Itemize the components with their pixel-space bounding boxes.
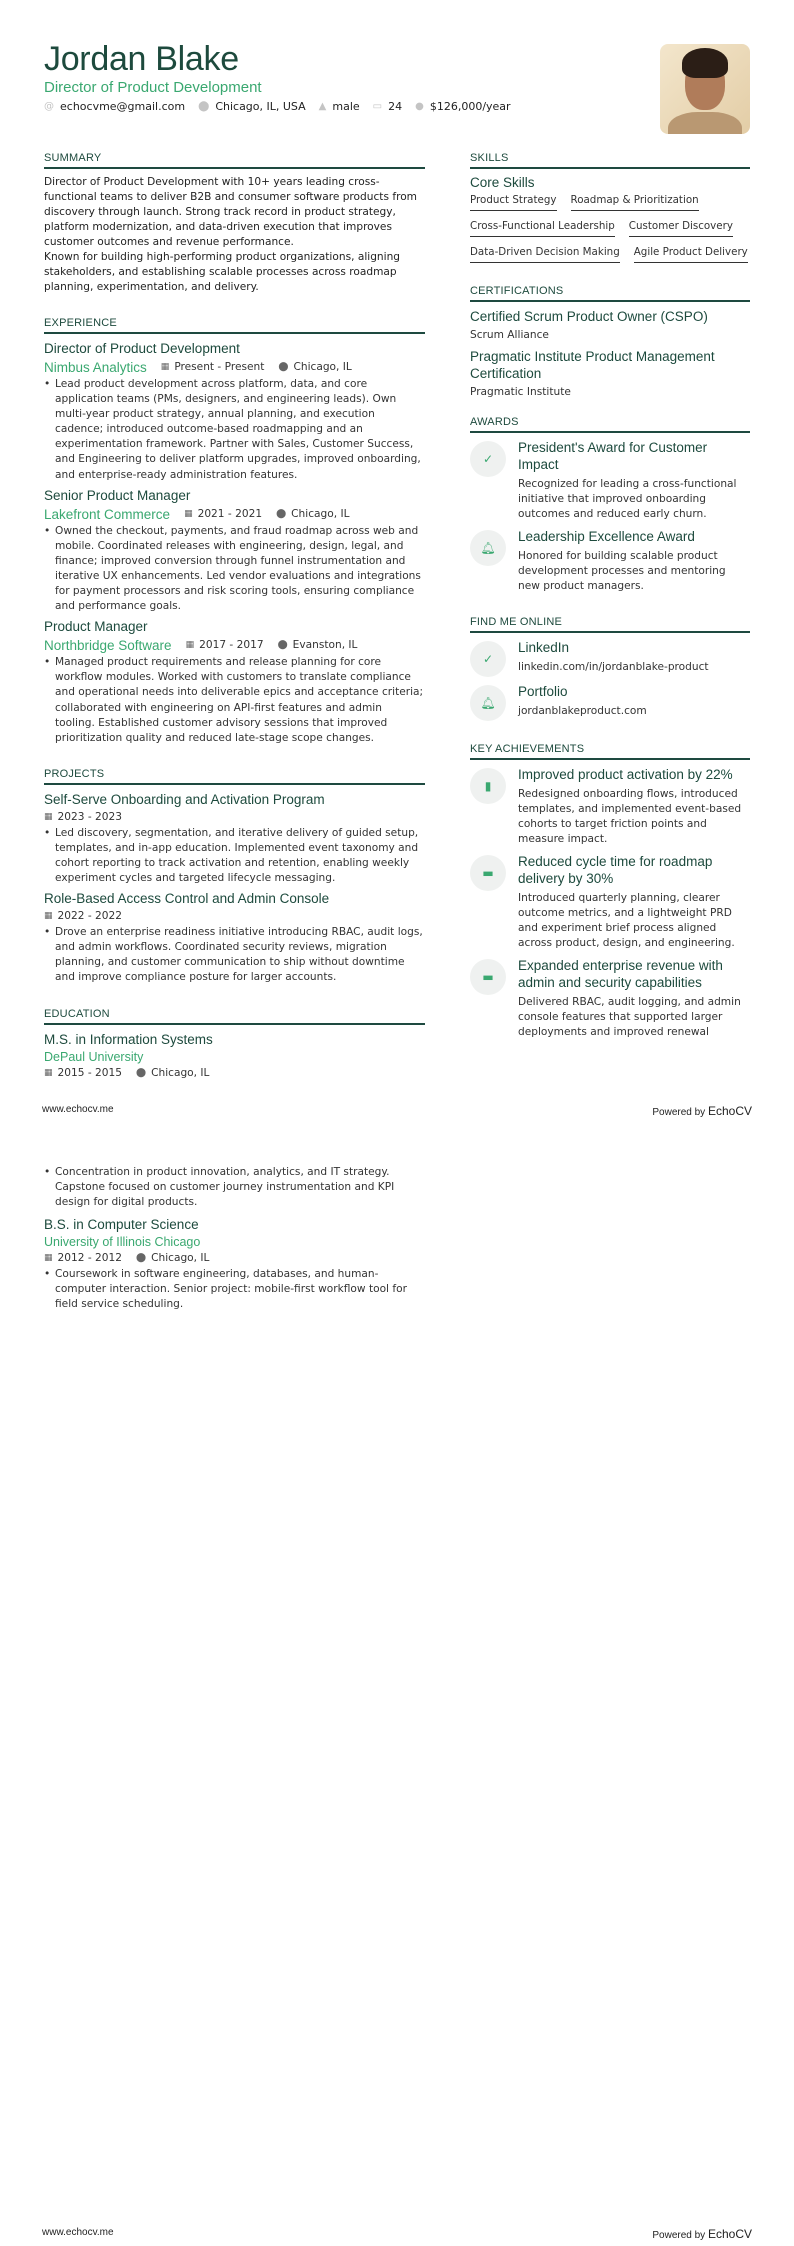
website-link[interactable]: www.echocv.me bbox=[42, 2227, 114, 2238]
email[interactable]: echocvme@gmail.com bbox=[60, 100, 186, 113]
page-footer bbox=[42, 1104, 752, 1118]
message-icon: ▬ bbox=[470, 959, 506, 995]
job-title: Product Manager bbox=[44, 619, 148, 635]
powered-by: Powered by bbox=[652, 2230, 706, 2241]
bullet: • Managed product requirements and release planning for core workflow modules. Worked with customers to translate compliance and operational needs into deliverable epics and acceptance criteria; collaborated with engineering on API-first features and admin tooling. Established customer advisory sessions that improved prioritization quality and reduced late-stage scope changes. bbox=[44, 655, 425, 746]
project-item bbox=[44, 791, 425, 886]
calendar-icon: ▭ bbox=[372, 101, 383, 112]
certification-issuer: Scrum Alliance bbox=[470, 329, 549, 341]
dates: 2022 - 2022 bbox=[57, 910, 122, 923]
skill-tag: Data-Driven Decision Making bbox=[470, 246, 620, 263]
company: Northbridge Software bbox=[44, 638, 172, 654]
link-label: Portfolio bbox=[518, 684, 568, 699]
section-heading: PROJECTS bbox=[44, 768, 425, 785]
bullet: • Owned the checkout, payments, and fraud roadmap across web and mobile. Coordinated releases with engineering, design, legal, and finance; improved conversion through funnel instrumentation and iterative UX enhancements. Led vendor evaluations and integrations for payment processors and risk scoring tools, ensuring compliance and performance goals. bbox=[44, 524, 425, 615]
achievement-description: Introduced quarterly planning, clearer outcome metrics, and a lightweight PRD and experiment brief process aligned across product, design, and engineering. bbox=[518, 892, 735, 949]
section-heading: FIND ME ONLINE bbox=[470, 616, 750, 633]
award-title: Leadership Excellence Award bbox=[518, 529, 695, 544]
projects-section bbox=[44, 768, 425, 986]
check-icon: ✓ bbox=[470, 641, 506, 677]
bullet: • Lead product development across platform, data, and core application teams (PMs, designers, and engineering leads). Own multi-year product strategy, annual planning, and execution cadence; introduced outcome-based roadmapping and an experimentation framework. Partner with Sales, Customer Success, and Engineering to deliver platform upgrades, improved onboarding, and enterprise-ready administration features. bbox=[44, 377, 425, 483]
location: Chicago, IL bbox=[291, 507, 350, 520]
bullet: • Drove an enterprise readiness initiative introducing RBAC, audit logs, and admin workflows. Coordinated security reviews, migration planning, and customer communication to ship without downtime and improve compliance posture for larger accounts. bbox=[44, 925, 425, 985]
calendar-icon: ▦ bbox=[44, 1067, 53, 1078]
achievements-section bbox=[470, 743, 750, 1040]
calendar-icon: ▦ bbox=[44, 1253, 53, 1264]
achievement-description: Redesigned onboarding flows, introduced templates, and implemented event-based cohorts to target friction points and measure impact. bbox=[518, 788, 742, 845]
achievement-title: Improved product activation by 22% bbox=[518, 767, 733, 782]
candidate-title: Director of Product Development bbox=[44, 79, 262, 96]
experience-item bbox=[44, 487, 425, 615]
award-description: Recognized for leading a cross-functional initiative that improved onboarding outcomes and reduced early churn. bbox=[518, 478, 737, 520]
bell-icon: 🔔︎ bbox=[470, 530, 506, 566]
section-heading: EXPERIENCE bbox=[44, 317, 425, 334]
candidate-name: Jordan Blake bbox=[44, 40, 239, 78]
certification-name: Certified Scrum Product Owner (CSPO) bbox=[470, 309, 708, 324]
bullet: • Led discovery, segmentation, and iterative delivery of guided setup, templates, and in-app education. Implemented event taxonomy and cohort reporting to track activation and retention, enabling weekly experiment cycles and targeted lifecycle messaging. bbox=[44, 826, 425, 886]
skill-tag: Agile Product Delivery bbox=[634, 246, 748, 263]
person-icon: ▲ bbox=[318, 101, 327, 112]
calendar-icon: ▦ bbox=[44, 811, 53, 822]
powered-by: Powered by bbox=[652, 1107, 706, 1118]
award-item bbox=[470, 528, 750, 594]
section-heading: AWARDS bbox=[470, 416, 750, 433]
job-title: Senior Product Manager bbox=[44, 487, 191, 503]
experience-section bbox=[44, 317, 425, 746]
location: Chicago, IL, USA bbox=[215, 100, 306, 113]
company: Lakefront Commerce bbox=[44, 506, 171, 522]
section-heading: SUMMARY bbox=[44, 152, 425, 169]
resume-page-2 bbox=[0, 1123, 794, 2246]
left-column bbox=[44, 152, 425, 1104]
school: University of Illinois Chicago bbox=[44, 1235, 201, 1250]
dates: 2023 - 2023 bbox=[57, 810, 122, 823]
school: DePaul University bbox=[44, 1049, 144, 1064]
online-item bbox=[470, 683, 750, 721]
location: Chicago, IL bbox=[151, 1066, 210, 1079]
dates: 2017 - 2017 bbox=[199, 639, 264, 652]
calendar-icon: ▦ bbox=[44, 911, 53, 922]
skill-tag: Product Strategy bbox=[470, 194, 557, 211]
website-link[interactable]: www.echocv.me bbox=[42, 1104, 114, 1115]
brand-logo[interactable]: EchoCV bbox=[707, 2227, 752, 2241]
dates: 2021 - 2021 bbox=[197, 507, 263, 520]
achievement-item bbox=[470, 853, 750, 951]
location-pin-icon: ⬤ bbox=[136, 1067, 147, 1078]
achievement-title: Expanded enterprise revenue with admin and security capabilities bbox=[518, 958, 723, 990]
project-title: Self-Serve Onboarding and Activation Program bbox=[44, 791, 325, 807]
section-heading: KEY ACHIEVEMENTS bbox=[470, 743, 750, 760]
job-title: Director of Product Development bbox=[44, 341, 240, 356]
at-icon: @ bbox=[44, 101, 54, 112]
contact-row bbox=[44, 100, 511, 113]
certification-name: Pragmatic Institute Product Management Certification bbox=[470, 349, 715, 381]
bell-icon: 🔔︎ bbox=[470, 685, 506, 721]
section-heading: SKILLS bbox=[470, 152, 750, 169]
company: Nimbus Analytics bbox=[44, 360, 147, 375]
project-item bbox=[44, 890, 425, 985]
dollar-icon: ● bbox=[415, 101, 424, 112]
online-item bbox=[470, 639, 750, 677]
experience-item bbox=[44, 618, 425, 746]
education-section bbox=[44, 1008, 425, 1082]
profile-photo bbox=[660, 44, 750, 134]
location: Chicago, IL bbox=[293, 361, 352, 373]
achievement-title: Reduced cycle time for roadmap delivery by 30% bbox=[518, 854, 713, 886]
section-heading: CERTIFICATIONS bbox=[470, 285, 750, 302]
online-section bbox=[470, 616, 750, 721]
link-url[interactable]: linkedin.com/in/jordanblake-product bbox=[518, 661, 709, 673]
summary-section bbox=[44, 152, 425, 295]
skill-tag: Roadmap & Prioritization bbox=[571, 194, 699, 211]
degree: B.S. in Computer Science bbox=[44, 1217, 199, 1233]
award-item bbox=[470, 439, 750, 522]
age: 24 bbox=[388, 100, 403, 113]
location-pin-icon: ⬤ bbox=[198, 101, 210, 112]
achievement-item bbox=[470, 766, 750, 847]
award-title: President's Award for Customer Impact bbox=[518, 440, 708, 472]
location: Evanston, IL bbox=[292, 639, 358, 652]
bullet: • Concentration in product innovation, analytics, and IT strategy. Capstone focused on customer journey instrumentation and KPI design for digital products. bbox=[44, 1165, 425, 1210]
skill-tag: Cross-Functional Leadership bbox=[470, 220, 615, 237]
experience-item bbox=[44, 340, 425, 483]
summary-paragraph: Known for building high-performing product organizations, aligning stakeholders, and establishing scalable processes across roadmap planning, experimentation, and delivery. bbox=[44, 251, 401, 293]
summary-paragraph: Director of Product Development with 10+ years leading cross-functional teams to deliver B2B and consumer software products from discovery through launch. Strong track record in product strategy, platform modernization, and data-driven execution that improves customer outcomes and revenue performance. bbox=[44, 176, 417, 248]
location-pin-icon: ⬤ bbox=[276, 508, 287, 519]
location-pin-icon: ⬤ bbox=[277, 640, 288, 651]
section-heading: EDUCATION bbox=[44, 1008, 425, 1025]
location: Chicago, IL bbox=[151, 1252, 210, 1265]
awards-section bbox=[470, 416, 750, 594]
salary: $126,000/year bbox=[429, 100, 511, 113]
page-footer bbox=[42, 2227, 752, 2241]
certifications-section bbox=[470, 285, 750, 402]
check-icon: ✓ bbox=[470, 441, 506, 477]
calendar-icon: ▦ bbox=[184, 508, 193, 519]
calendar-icon: ▦ bbox=[185, 640, 195, 651]
project-title: Role-Based Access Control and Admin Console bbox=[44, 891, 330, 907]
location-pin-icon: ⬤ bbox=[278, 362, 289, 372]
dates: 2015 - 2015 bbox=[57, 1066, 122, 1079]
dates: 2012 - 2012 bbox=[57, 1252, 122, 1265]
skills-section bbox=[470, 152, 750, 263]
link-url[interactable]: jordanblakeproduct.com bbox=[518, 705, 647, 717]
bullet: • Coursework in software engineering, databases, and human-computer interaction. Senior project: mobile-first workflow tool for field service scheduling. bbox=[44, 1267, 425, 1312]
calendar-icon: ▦ bbox=[160, 362, 170, 372]
degree: M.S. in Information Systems bbox=[44, 1031, 213, 1047]
award-description: Honored for building scalable product development processes and mentoring new product managers. bbox=[518, 550, 726, 592]
brand-logo[interactable]: EchoCV bbox=[707, 1104, 752, 1118]
left-column bbox=[44, 1165, 425, 1317]
link-label: LinkedIn bbox=[518, 640, 570, 655]
skill-group-title: Core Skills bbox=[470, 175, 535, 190]
location-pin-icon: ⬤ bbox=[136, 1253, 147, 1264]
achievement-item bbox=[470, 957, 750, 1040]
gender: male bbox=[332, 100, 360, 113]
dates: Present - Present bbox=[174, 361, 265, 373]
certification-issuer: Pragmatic Institute bbox=[470, 386, 571, 398]
achievement-description: Delivered RBAC, audit logging, and admin console features that supported larger deployments and improved renewal bbox=[518, 996, 741, 1038]
skill-tag: Customer Discovery bbox=[629, 220, 733, 237]
chat-icon: ▬ bbox=[470, 855, 506, 891]
right-column bbox=[470, 152, 750, 1062]
document-icon: ▮ bbox=[470, 768, 506, 804]
